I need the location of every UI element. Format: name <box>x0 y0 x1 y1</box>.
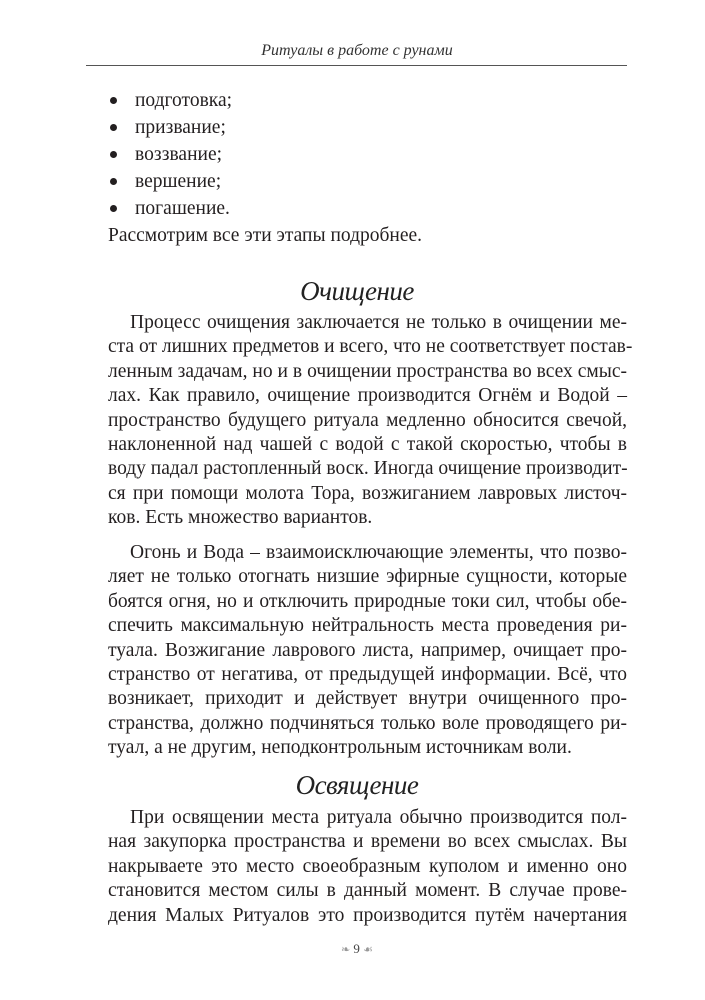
text-line: странства, должно подчиняться только воле проводящего ри- <box>108 712 627 734</box>
ornament-left-icon: ❧ <box>340 944 351 956</box>
list-item-text: подготовка; <box>135 90 233 111</box>
text-line: ленным задачам, но и в очищении пространства во всех смыс- <box>108 360 627 382</box>
running-head: Ритуалы в работе с рунами <box>261 42 453 59</box>
list-item-text: воззвание; <box>135 144 223 165</box>
text-line: ная закупорка пространства и времени во всех смыслах. Вы <box>108 831 627 853</box>
text-line: ся при помощи молота Тора, возжиганием лавровых листоч- <box>108 482 627 504</box>
text-line: накрываете это место своеобразным куполом и именно оно <box>108 855 627 877</box>
text-line: пространство будущего ритуала медленно обносится свечой, <box>108 409 627 431</box>
text-line: ста от лишних предметов и всего, что не соответствует постав- <box>108 336 633 358</box>
page-number <box>87 941 627 957</box>
text-line: Процесс очищения заключается не только в очищении ме- <box>130 312 627 333</box>
page-number-text: 9 <box>353 941 360 956</box>
text-line: туал, а не другим, неподконтрольным источникам воли. <box>108 737 572 759</box>
text-line: туала. Возжигание лаврового листа, например, очищает про- <box>108 639 627 661</box>
paragraph <box>108 311 633 531</box>
header-rule <box>86 65 627 66</box>
stage-list <box>108 87 627 249</box>
text-line: странство от негатива, от предыдущей информации. Всё, что <box>108 664 627 686</box>
text-line: ков. Есть множество вариантов. <box>108 507 373 529</box>
text-line: ляет не только отогнать низшие эфирные сущности, которые <box>108 566 627 588</box>
text-line: боятся огня, но и отключить природные токи сил, чтобы обе- <box>108 590 627 612</box>
list-item <box>108 195 627 222</box>
bullet-icon <box>110 178 117 185</box>
bullet-icon <box>110 97 117 104</box>
text-line: лах. Как правило, очищение производится Огнём и Водой – <box>108 385 627 407</box>
text-line: становится местом силы в данный момент. В случае прове- <box>108 880 627 902</box>
paragraph <box>108 541 627 761</box>
text-line: возникает, приходит и действует внутри очищенного про- <box>108 688 627 710</box>
bullet-icon <box>110 124 117 131</box>
text-line: наклоненной над чашей с водой с такой скоростью, чтобы в <box>108 434 627 456</box>
ornament-right-icon: ☙ <box>363 944 374 956</box>
text-line: При освящении места ритуала обычно производится пол- <box>130 807 627 828</box>
list-item-text: призвание; <box>135 117 226 138</box>
intro-line: Рассмотрим все эти этапы подробнее. <box>108 225 423 246</box>
bullet-icon <box>110 205 117 212</box>
text-line: спечить максимальную нейтральность места проведения ри- <box>108 615 627 637</box>
list-item <box>108 141 627 168</box>
bullet-icon <box>110 151 117 158</box>
section-heading: Освящение <box>295 770 419 800</box>
text-line: дения Малых Ритуалов это производится путём начертания <box>108 904 627 926</box>
text-line: Огонь и Вода – взаимоисключающие элементы, что позво- <box>130 542 627 563</box>
text-line: воду падал растопленный воск. Иногда очищение производит- <box>108 458 628 480</box>
paragraph <box>108 806 627 928</box>
list-item-text: вершение; <box>135 171 222 192</box>
list-item <box>108 168 627 195</box>
list-item <box>108 87 627 114</box>
list-item-text: погашение. <box>135 198 230 219</box>
section-heading: Очищение <box>300 276 414 306</box>
list-item <box>108 114 627 141</box>
